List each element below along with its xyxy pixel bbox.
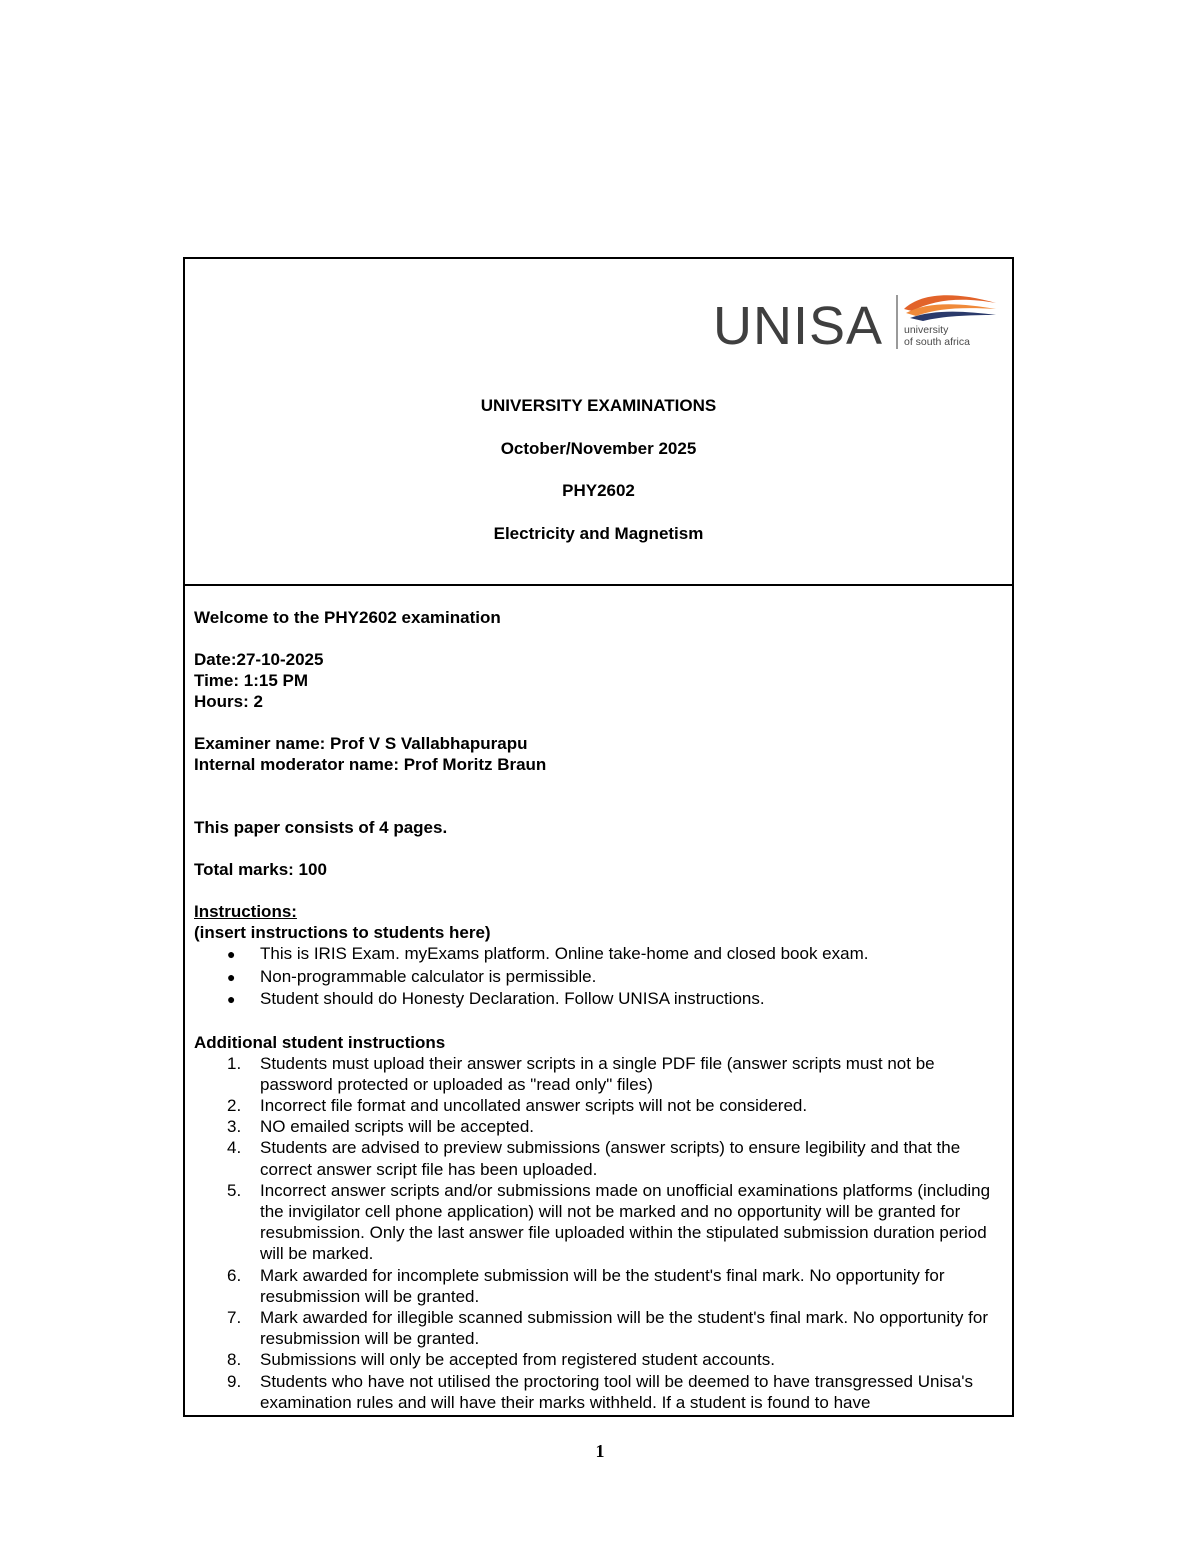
list-item: ● This is IRIS Exam. myExams platform. Online take-home and closed book exam. [194, 943, 1004, 966]
list-item: 5. Incorrect answer scripts and/or submissions made on unofficial examinations platforms (including the invigilator cell phone application) will not be marked and no opportunity will be granted for resubmission. Only the last answer file uploaded within the stipulated submission duration period will be marked. [227, 1180, 991, 1264]
exam-heading: UNIVERSITY EXAMINATIONS [480, 396, 717, 415]
list-item: 2. Incorrect file format and uncollated answer scripts will not be considered. [227, 1095, 808, 1115]
instructions-list [194, 943, 1004, 1011]
exam-titles [185, 393, 1012, 563]
list-item: 7. Mark awarded for illegible scanned submission will be the student's final mark. No opportunity for resubmission will be granted. [227, 1307, 988, 1349]
module-name: Electricity and Magnetism [493, 523, 704, 543]
list-item: ● Student should do Honesty Declaration. Follow UNISA instructions. [194, 988, 1004, 1011]
cover-header [185, 259, 1012, 586]
list-item: 9. Students who have not utilised the proctoring tool will be deemed to have transgressed Unisa's examination rules and will have their marks withheld. If a student is found to have [227, 1371, 973, 1412]
module-code: PHY2602 [562, 481, 635, 500]
logo-wordmark: UNISA [713, 296, 884, 355]
logo-tagline-line2: of south africa [904, 336, 970, 348]
additional-instructions-heading: Additional student instructions [194, 1032, 446, 1052]
page-count: This paper consists of 4 pages. [194, 818, 448, 837]
bullet-icon: ● [227, 946, 236, 962]
list-item: 6. Mark awarded for incomplete submission will be the student's final mark. No opportunity for resubmission will be granted. [227, 1265, 945, 1306]
examiner-name: Examiner name: Prof V S Vallabhapurapu [194, 734, 528, 753]
exam-time: Time: 1:15 PM [194, 671, 309, 690]
logo-tagline-line1: university [904, 324, 949, 336]
exam-cover-frame [183, 257, 1014, 1417]
list-item: ● Non-programmable calculator is permissible. [194, 966, 1004, 989]
bullet-icon: ● [227, 991, 236, 1007]
exam-date: Date:27-10-2025 [194, 650, 324, 669]
instructions-heading: Instructions: [194, 902, 297, 921]
page-number: 1 [595, 1441, 605, 1461]
bullet-icon: ● [227, 968, 236, 985]
unisa-logo [713, 289, 998, 355]
exam-hours: Hours: 2 [194, 692, 263, 711]
instructions-subheading: (insert instructions to students here) [194, 923, 491, 942]
list-item: 3. NO emailed scripts will be accepted. [227, 1117, 535, 1137]
exam-details [194, 607, 1004, 1413]
list-item: 8. Submissions will only be accepted from registered student accounts. [227, 1350, 775, 1370]
list-item: 4. Students are advised to preview submissions (answer scripts) to ensure legibility and that the correct answer script file has been uploaded. [227, 1138, 961, 1179]
exam-session: October/November 2025 [500, 438, 697, 458]
moderator-name: Internal moderator name: Prof Moritz Braun [194, 755, 547, 774]
welcome-line: Welcome to the PHY2602 examination [194, 608, 501, 627]
additional-instructions-list [194, 1053, 1004, 1413]
total-marks: Total marks: 100 [194, 860, 327, 879]
list-item: 1. Students must upload their answer scripts in a single PDF file (answer scripts must not be password protected or uploaded as "read only" files) [227, 1053, 935, 1094]
